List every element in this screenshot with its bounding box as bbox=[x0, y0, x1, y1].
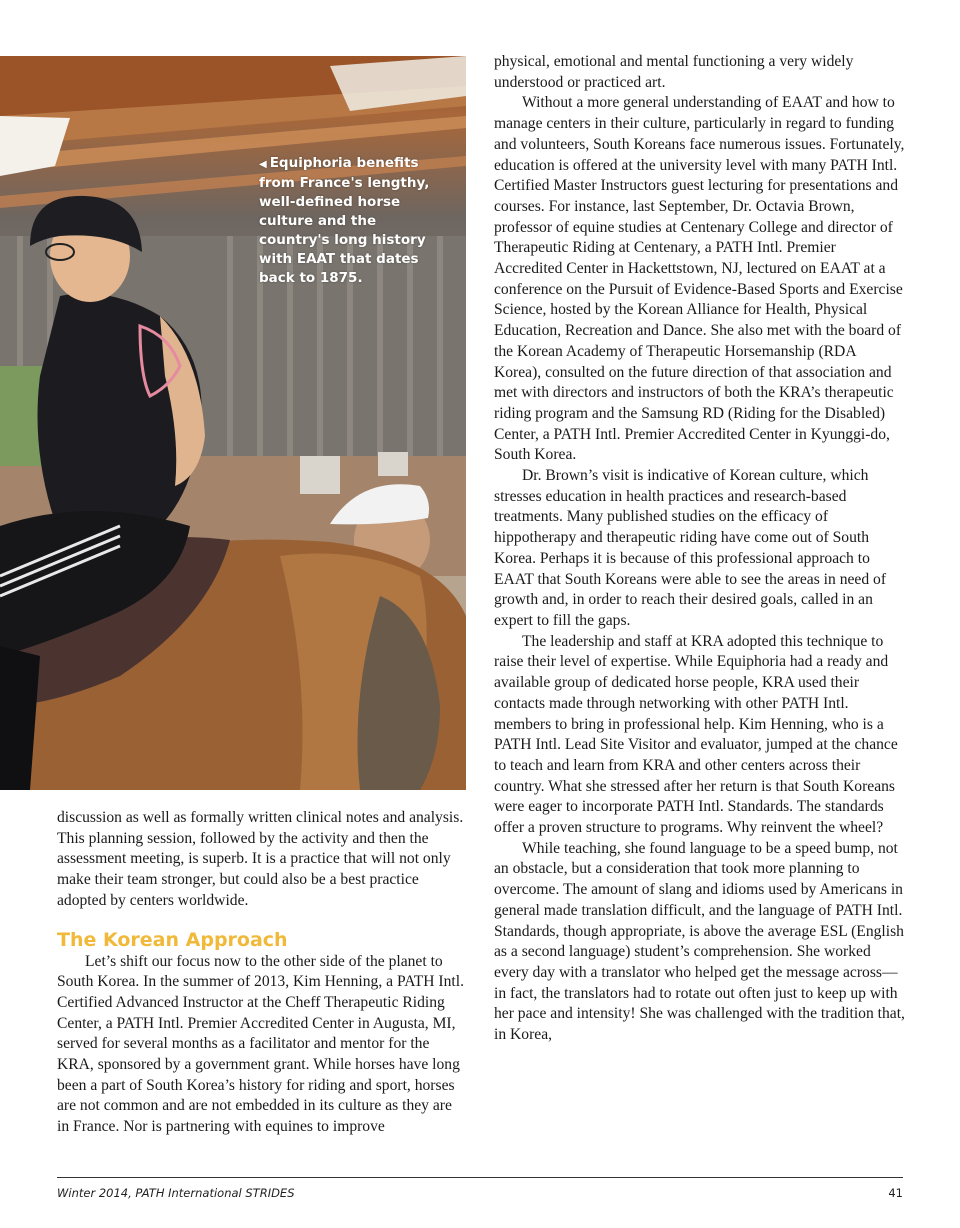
section-heading: The Korean Approach bbox=[57, 928, 288, 951]
right-column bbox=[494, 52, 906, 1046]
left-triangle-icon: ◀ bbox=[259, 159, 267, 170]
photo-caption-text: Equiphoria benefits from France's lengthy, well-defined horse culture and the country's long history with EAAT that dates back to 1875. bbox=[259, 155, 430, 286]
rider-photo bbox=[0, 56, 466, 790]
right-paragraph-4: The leadership and staff at KRA adopted this technique to raise their level of expertise. While Equiphoria had a ready and available group of dedicated horse people, KRA used their contacts made through networking with other PATH Intl. members to bring in professional help. Kim Henning, who is a PATH Intl. Lead Site Visitor and evaluator, jumped at the chance to teach and learn from KRA and other centers across their country. What she stressed after her return is that South Koreans were eager to incorporate PATH Intl. Standards. The standards offer a proven structure to programs. Why reinvent the wheel? bbox=[494, 632, 898, 837]
left-paragraph-2: Let’s shift our focus now to the other side of the planet to South Korea. In the summer of 2013, Kim Henning, a PATH Intl. Certified Advanced Instructor at the Cheff Therapeutic Riding Center, a PATH Intl. Premier Accredited Center in Augusta, MI, served for several months as a facilitator and mentor for the KRA, sponsored by a government grant. While horses have long been a part of South Korea’s history for riding and sport, horses are not common and are not embedded in its culture as they are in France. Nor is partnering with equines to improve bbox=[57, 952, 464, 1136]
photo-caption bbox=[259, 154, 439, 288]
right-paragraph-1: physical, emotional and mental functioning a very widely understood or practiced art. bbox=[494, 53, 854, 91]
page-number: 41 bbox=[888, 1186, 903, 1200]
left-paragraph-1: discussion as well as formally written clinical notes and analysis. This planning session, followed by the activity and then the assessment meeting, is superb. It is a practice that will not only make their team stronger, but could also be a best practice adopted by centers worldwide. bbox=[57, 809, 464, 909]
right-paragraph-2: Without a more general understanding of EAAT and how to manage centers in their culture, particularly in regard to funding and volunteers, South Koreans face numerous issues. Fortunately, education is offered at the university level with many PATH Intl. Certified Master Instructors guest lecturing for presentations and courses. For instance, last September, Dr. Octavia Brown, professor of equine studies at Centenary College and director of Therapeutic Riding at Centenary, a PATH Intl. Premier Accredited Center in Hackettstown, NJ, lectured on EAAT at a conference on the Pursuit of Evidence-Based Sports and Exercise Science, hosted by the Korean Alliance for Health, Physical Education, Recreation and Dance. She also met with the board of the Korean Academy of Therapeutic Horsemanship (RDA Korea), consulted on the future direction of that association and met with directors and instructors of both the KRA’s therapeutic riding program and the Samsung RD (Riding for the Disabled) Center, a PATH Intl. Premier Accredited Center in Kyunggi-do, South Korea. bbox=[494, 94, 905, 464]
right-paragraph-5: While teaching, she found language to be a speed bump, not an obstacle, but a consideration that took more planning to overcome. The amount of slang and idioms used by Americans in general made translation difficult, and the language of PATH Intl. Standards, though appropriate, is above the average ESL (English as a second language) student’s comprehension. She worked every day with a translator who helped get the message across—in fact, the translators had to rotate out often just to keep up with her pace and intensity! She was challenged with the tradition that, in Korea, bbox=[494, 839, 905, 1044]
page-footer bbox=[57, 1186, 903, 1200]
right-paragraph-3: Dr. Brown’s visit is indicative of Korean culture, which stresses education in health practices and research-based treatments. Many published studies on the efficacy of hippotherapy and therapeutic riding have come out of South Korea. Perhaps it is because of this professional approach to EAAT that South Koreans were able to see the areas in need of growth and, in order to reach their desired goals, called in an expert to fill the gaps. bbox=[494, 467, 887, 629]
left-column bbox=[57, 808, 467, 1138]
footer-rule bbox=[57, 1177, 903, 1178]
footer-source: Winter 2014, PATH International STRIDES bbox=[57, 1186, 295, 1200]
